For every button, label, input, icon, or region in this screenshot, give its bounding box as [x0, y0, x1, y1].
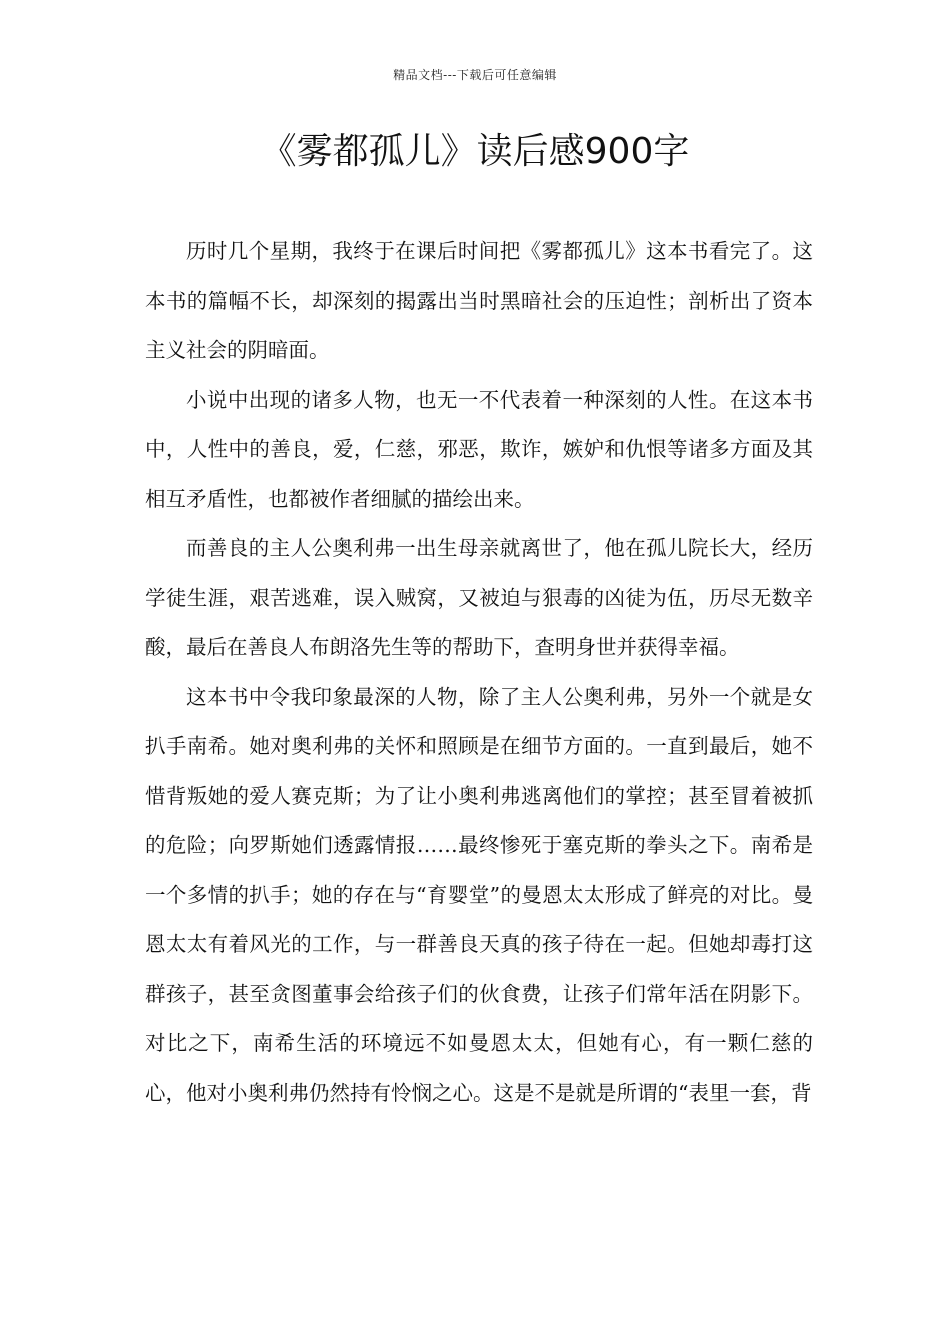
- document-title: 《雾都孤儿》读后感900字: [260, 131, 690, 172]
- paragraph-2: 小说中出现的诸多人物，也无一不代表着一种深刻的人性。在这本书中，人性中的善良，爱，仁慈，邪恶，欺诈，嫉妒和仇恨等诸多方面及其相互矛盾性，也都被作者细腻的描绘出来。: [145, 387, 813, 511]
- header-note: 精品文档---下载后可任意编辑: [393, 68, 557, 82]
- document-body: [145, 227, 813, 1118]
- paragraph-1: 历时几个星期，我终于在课后时间把《雾都孤儿》这本书看完了。这本书的篇幅不长，却深刻的揭露出当时黑暗社会的压迫性；剖析出了资本主义社会的阴暗面。: [145, 239, 813, 362]
- paragraph-3: 而善良的主人公奥利弗一出生母亲就离世了，他在孤儿院长大，经历学徒生涯，艰苦逃难，误入贼窝，又被迫与狠毒的凶徒为伍，历尽无数辛酸，最后在善良人布朗洛先生等的帮助下，查明身世并获得幸福。: [145, 536, 813, 659]
- paragraph-4: 这本书中令我印象最深的人物，除了主人公奥利弗，另外一个就是女扒手南希。她对奥利弗的关怀和照顾是在细节方面的。一直到最后，她不惜背叛她的爱人赛克斯；为了让小奥利弗逃离他们的掌控；甚至冒着被抓的危险；向罗斯她们透露情报……最终惨死于塞克斯的拳头之下。南希是一个多情的扒手；她的存在与“育婴堂”的曼恩太太形成了鲜亮的对比。曼恩太太有着风光的工作，与一群善良天真的孩子待在一起。但她却毒打这群孩子，甚至贪图董事会给孩子们的伙食费，让孩子们常年活在阴影下。对比之下，南希生活的环境远不如曼恩太太，但她有心，有一颗仁慈的心，他对小奥利弗仍然持有怜悯之心。这是不是就是所谓的“表里一套，背: [145, 684, 813, 1105]
